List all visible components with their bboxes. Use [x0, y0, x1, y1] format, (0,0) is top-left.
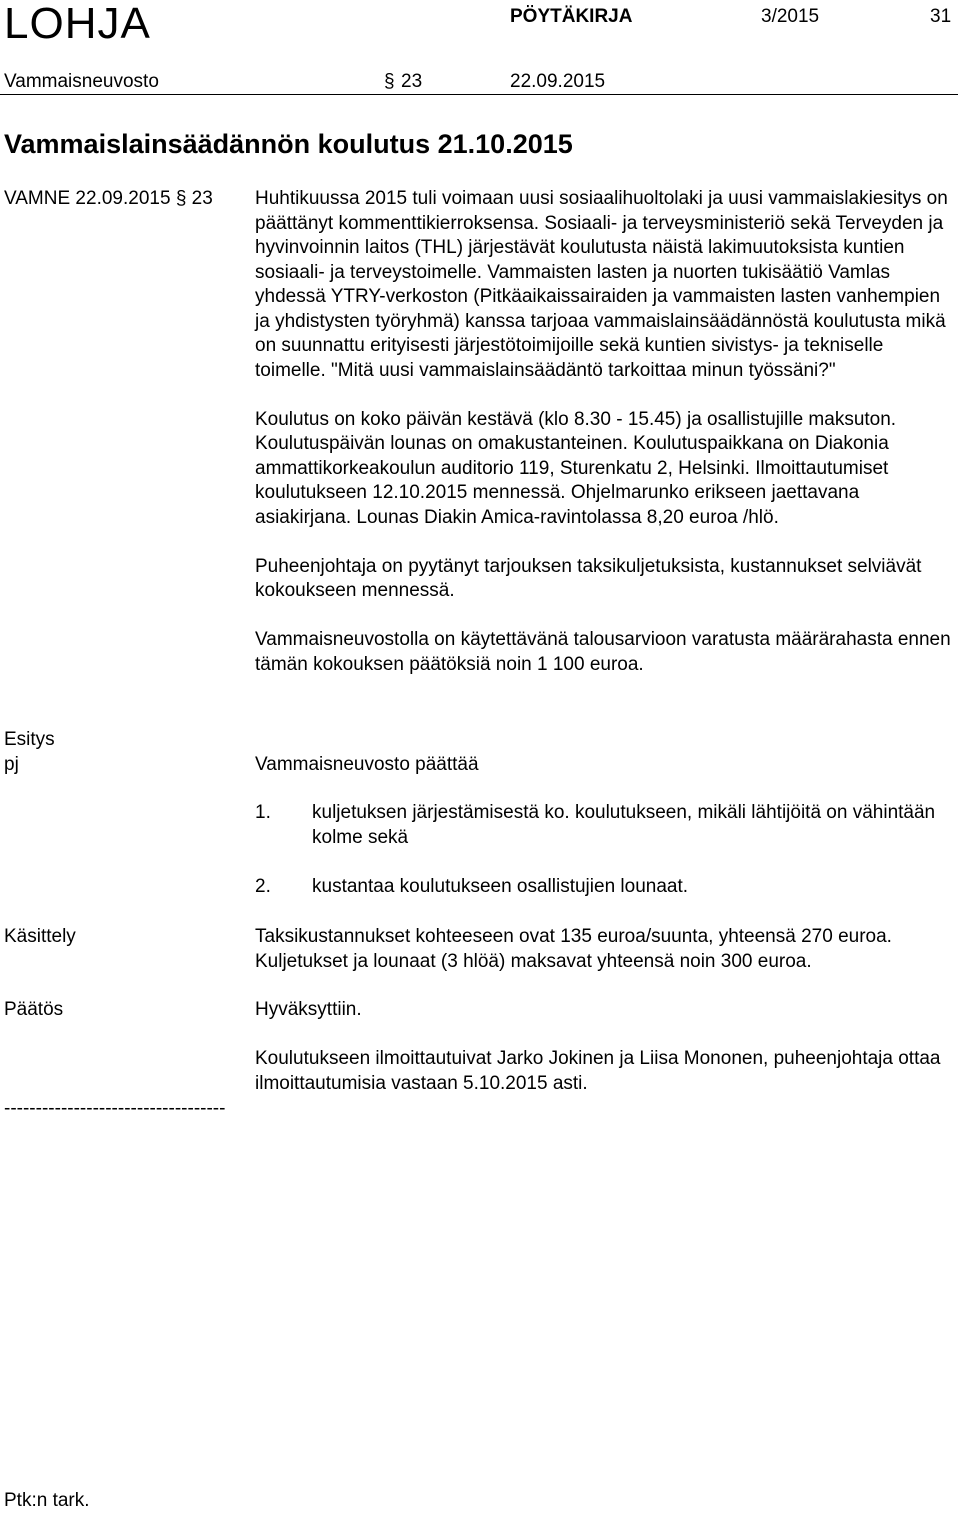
proposal-item-number: 2. [255, 876, 271, 897]
handling-text: Taksikustannukset kohteeseen ovat 135 euroa/suunta, yhteensä 270 euroa. Kuljetukset ja lounaat (3 hlöä) maksavat yhteensä noin 300 euroa. [255, 926, 892, 972]
reference-section-number: 23 [191, 188, 213, 209]
proposal-presenter: pj [4, 754, 19, 775]
page-number: 31 [930, 6, 952, 27]
meeting-date: 22.09.2015 [510, 71, 606, 92]
proposal-item-number: 1. [255, 802, 271, 823]
proposal-item [255, 801, 955, 850]
page-title: Vammaislainsäädännön koulutus 21.10.2015 [4, 129, 573, 159]
proposal-intro: Vammaisneuvosto päättää [255, 754, 479, 775]
proposal-item [255, 875, 955, 900]
decision-note: Koulutukseen ilmoittautuivat Jarko Jokinen ja Liisa Mononen, puheenjohtaja ottaa ilmoittautumisia vastaan 5.10.2015 asti. [255, 1048, 941, 1094]
footer-inspector-label: Ptk:n tark. [4, 1490, 90, 1511]
proposal-label: Esitys [4, 729, 55, 750]
decision-label: Päätös [4, 999, 64, 1020]
proposal-item-text: kuljetuksen järjestämisestä ko. koulutukseen, mikäli lähtijöitä on vähintään kolme sekä [312, 802, 936, 848]
reference [4, 187, 213, 212]
body-paragraph-3: Puheenjohtaja on pyytänyt tarjouksen taksikuljetuksista, kustannukset selviävät kokoukseen mennessä. [255, 555, 922, 601]
logo: LOHJA [4, 0, 151, 48]
decision-text: Hyväksyttiin. [255, 999, 362, 1020]
handling-label: Käsittely [4, 926, 76, 947]
document-number: 3/2015 [761, 6, 820, 27]
header-divider [0, 94, 958, 95]
reference-section-mark: § [175, 188, 187, 209]
body-text [255, 187, 955, 677]
section-mark: § [384, 71, 395, 92]
section-number: 23 [401, 71, 423, 92]
body-paragraph-2: Koulutus on koko päivän kestävä (klo 8.30 - 15.45) ja osallistujille maksuton. Koulutuspäivän lounas on omakustanteinen. Koulutuspaikkana on Diakonia ammattikorkeakoulun auditorio 119, Sturenkatu 2, Helsinki. Ilmoittautumiset koulutukseen 12.10.2015 mennessä. Ohjelmarunko erikseen jaettavana asiakirjana. Lounas Diakin Amica-ravintolassa 8,20 euroa /hlö. [255, 408, 897, 528]
section-separator: ----------------------------------- [4, 1098, 226, 1119]
reference-org-date: VAMNE 22.09.2015 [4, 188, 171, 209]
body-paragraph-1: Huhtikuussa 2015 tuli voimaan uusi sosiaalihuoltolaki ja uusi vammaislakiesitys on päättänyt kommenttikierroksensa. Sosiaali- ja terveysministeriö sekä Terveyden ja hyvinvoinnin laitos (THL) järjestävät koulutusta näistä lakimuutoksista kuntien sosiaali- ja terveystoimelle. Vammaisten lasten ja nuorten tukisäätiö Vamlas yhdessä YTRY-verkoston (Pitkäaikaissairaiden ja vammaisten lasten vanhempien ja yhdistysten työryhmä) kanssa tarjoaa vammaislainsäädännöstä koulutusta mikä on suunnattu erityisesti järjestötoimijoille sekä kuntien sivistys- ja tekniselle toimelle. "Mitä uusi vammaislainsäädäntö tarkoittaa minun työssäni?" [255, 188, 948, 381]
document-type: PÖYTÄKIRJA [510, 6, 633, 27]
body-paragraph-4: Vammaisneuvostolla on käytettävänä talousarvioon varatusta määrärahasta ennen tämän kokouksen päätöksiä noin 1 100 euroa. [255, 629, 951, 675]
body-name: Vammaisneuvosto [4, 71, 159, 92]
proposal-item-text: kustantaa koulutukseen osallistujien lounaat. [312, 876, 689, 897]
